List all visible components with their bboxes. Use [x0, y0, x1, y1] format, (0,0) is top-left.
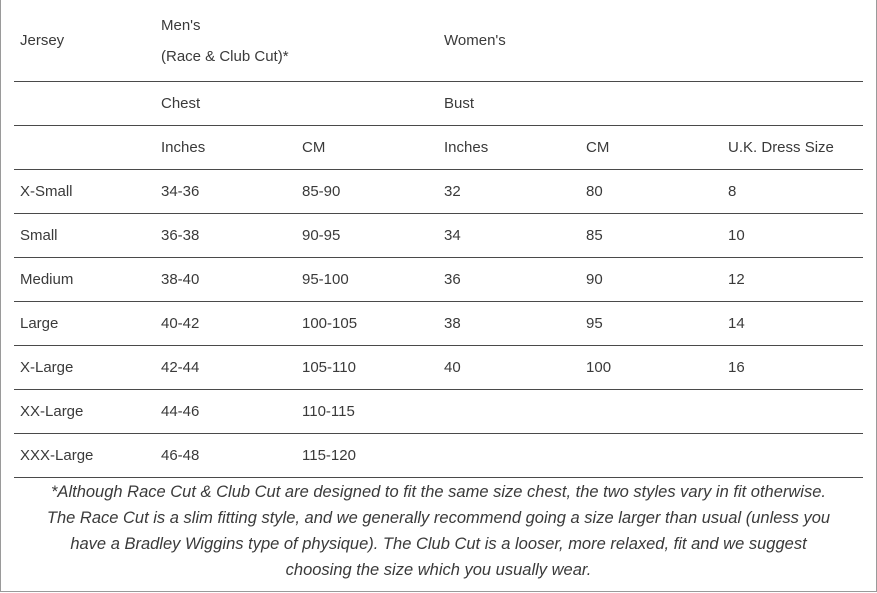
footnote-line: have a Bradley Wiggins type of physique). The Club Cut is a looser, more relaxed, fit and we suggest	[70, 535, 807, 553]
uk-size-cell: 14	[722, 302, 863, 346]
size-cell: XX-Large	[14, 390, 155, 434]
footnote-line: choosing the size which you usually wear.	[285, 561, 592, 579]
table-row	[14, 170, 863, 214]
bust-header: Bust	[438, 82, 863, 126]
uk-dress-size-header: U.K. Dress Size	[722, 126, 863, 170]
mens-cm-header: CM	[296, 126, 438, 170]
table-row	[14, 214, 863, 258]
mens-cm-cell: 85-90	[296, 170, 438, 214]
table-row	[14, 302, 863, 346]
womens-inches-cell: 34	[438, 214, 580, 258]
womens-header: Women's	[438, 0, 863, 82]
uk-size-cell: 8	[722, 170, 863, 214]
mens-inches-cell: 42-44	[155, 346, 296, 390]
header-row-gender	[14, 0, 863, 82]
size-cell: X-Large	[14, 346, 155, 390]
womens-inches-header: Inches	[438, 126, 580, 170]
mens-cm-cell: 105-110	[296, 346, 438, 390]
mens-header-line1: Men's	[161, 16, 201, 34]
size-cell: X-Small	[14, 170, 155, 214]
table-row	[14, 434, 863, 478]
womens-cm-cell: 95	[580, 302, 722, 346]
mens-inches-cell: 44-46	[155, 390, 296, 434]
womens-cm-cell: 100	[580, 346, 722, 390]
size-cell: Large	[14, 302, 155, 346]
mens-cm-cell: 100-105	[296, 302, 438, 346]
womens-cm-cell: 85	[580, 214, 722, 258]
table-row	[14, 258, 863, 302]
mens-inches-cell: 36-38	[155, 214, 296, 258]
mens-inches-header: Inches	[155, 126, 296, 170]
footnote-line: The Race Cut is a slim fitting style, and we generally recommend going a size larger than usual (unless you	[46, 509, 831, 527]
womens-cm-cell: 80	[580, 170, 722, 214]
mens-inches-cell: 40-42	[155, 302, 296, 346]
womens-inches-cell: 38	[438, 302, 580, 346]
mens-cm-cell: 95-100	[296, 258, 438, 302]
table-row	[14, 390, 863, 434]
womens-cm-header: CM	[580, 126, 722, 170]
footnote-line: *Although Race Cut & Club Cut are designed to fit the same size chest, the two styles vary in fit otherwise.	[51, 483, 826, 501]
uk-size-cell: 10	[722, 214, 863, 258]
table-row	[14, 346, 863, 390]
uk-size-cell	[722, 434, 863, 478]
header-row-units	[14, 126, 863, 170]
size-chart-table	[14, 0, 863, 478]
womens-cm-cell: 90	[580, 258, 722, 302]
womens-inches-cell: 36	[438, 258, 580, 302]
mens-inches-cell: 34-36	[155, 170, 296, 214]
womens-inches-cell: 32	[438, 170, 580, 214]
empty-cell	[14, 126, 155, 170]
header-row-measure	[14, 82, 863, 126]
mens-cm-cell: 90-95	[296, 214, 438, 258]
jersey-header: Jersey	[14, 0, 155, 82]
uk-size-cell: 12	[722, 258, 863, 302]
size-cell: Medium	[14, 258, 155, 302]
womens-cm-cell	[580, 390, 722, 434]
uk-size-cell: 16	[722, 346, 863, 390]
womens-cm-cell	[580, 434, 722, 478]
mens-cm-cell: 115-120	[296, 434, 438, 478]
womens-inches-cell: 40	[438, 346, 580, 390]
size-cell: Small	[14, 214, 155, 258]
mens-header	[155, 0, 438, 82]
footnote	[14, 479, 863, 583]
womens-inches-cell	[438, 390, 580, 434]
mens-cm-cell: 110-115	[296, 390, 438, 434]
mens-inches-cell: 38-40	[155, 258, 296, 302]
chest-header: Chest	[155, 82, 438, 126]
size-cell: XXX-Large	[14, 434, 155, 478]
mens-header-line2: (Race & Club Cut)*	[161, 47, 289, 65]
womens-inches-cell	[438, 434, 580, 478]
empty-cell	[14, 82, 155, 126]
uk-size-cell	[722, 390, 863, 434]
mens-inches-cell: 46-48	[155, 434, 296, 478]
